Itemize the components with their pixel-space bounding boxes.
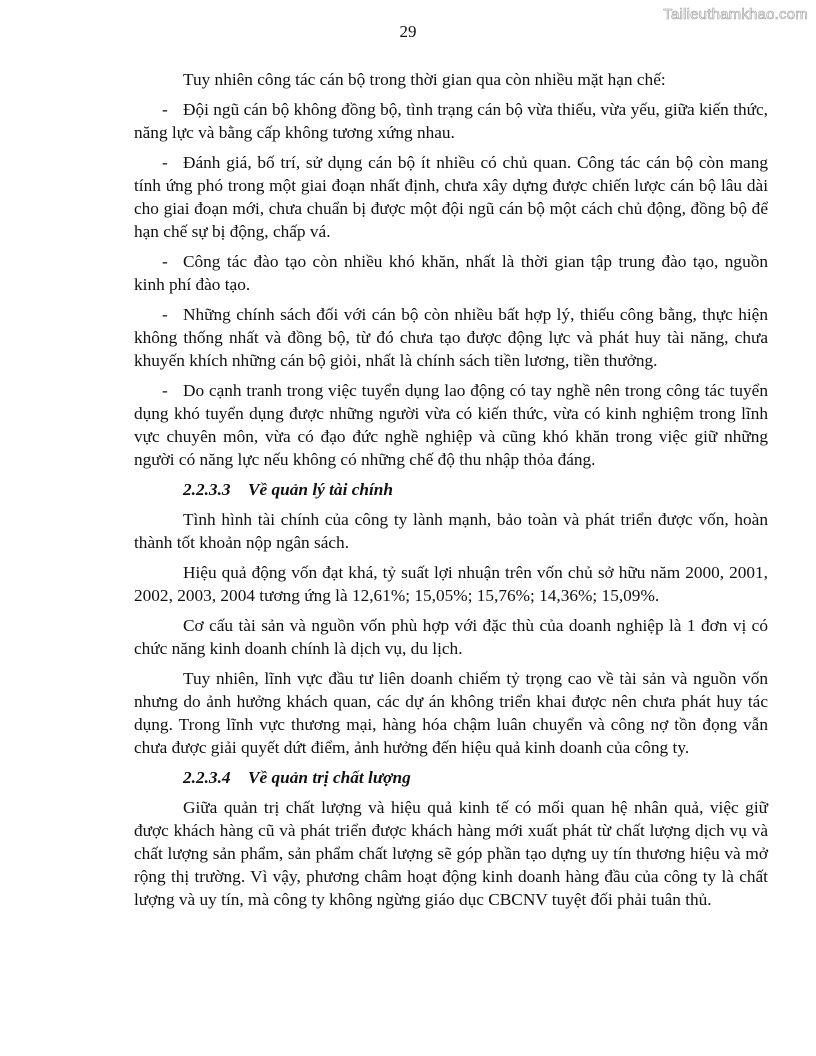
paragraph: Giữa quản trị chất lượng và hiệu quả kinh tế có mối quan hệ nhân quả, việc giữ được khách hàng cũ và phát triển được khách hàng mới xuất phát từ chất lượng dịch vụ và chất lượng sản phẩm, sản phẩm chất lượng sẽ góp phần tạo dựng uy tín thương hiệu và mở rộng thị trường. Vì vậy, phương châm hoạt động kinh doanh hàng đầu của công ty là chất lượng và uy tín, mà công ty không ngừng giáo dục CBCNV tuyệt đối phải tuân thủ. xyxy=(134,798,768,909)
section-number: 2.2.3.3 xyxy=(183,480,231,499)
intro-paragraph: Tuy nhiên công tác cán bộ trong thời gian qua còn nhiều mặt hạn chế: xyxy=(183,70,666,89)
watermark: Tailieuthamkhao.com xyxy=(663,6,808,23)
bullet-dash: - xyxy=(162,153,168,172)
section-heading-finance xyxy=(134,478,768,501)
bullet-text: Công tác đào tạo còn nhiều khó khăn, nhất là thời gian tập trung đào tạo, nguồn kinh phí đào tạo. xyxy=(134,252,768,294)
paragraph: Cơ cấu tài sản và nguồn vốn phù hợp với đặc thù của doanh nghiệp là 1 đơn vị có chức năng kinh doanh chính là dịch vụ, du lịch. xyxy=(134,616,768,658)
bullet-dash: - xyxy=(162,100,168,119)
paragraph: Tuy nhiên, lĩnh vực đầu tư liên doanh chiếm tỷ trọng cao về tài sản và nguồn vốn nhưng do ảnh hưởng khách quan, các dự án không triển khai được nên chưa phát huy tác dụng. Trong lĩnh vực thương mại, hàng hóa chậm luân chuyển và công nợ tồn đọng vẫn chưa được giải quyết dứt điểm, ảnh hưởng đến hiệu quả kinh doanh của công ty. xyxy=(134,669,768,757)
bullet-text: Do cạnh tranh trong việc tuyển dụng lao động có tay nghề nên trong công tác tuyển dụng khó tuyển dụng được những người vừa có kiến thức, vừa có kinh nghiệm trong lĩnh vực chuyên môn, vừa có đạo đức nghề nghiệp và cũng khó khăn trong việc giữ những người có năng lực nếu không có những chế độ thu nhập thỏa đáng. xyxy=(134,381,768,469)
bullet-item xyxy=(134,250,768,296)
bullet-text: Những chính sách đối với cán bộ còn nhiều bất hợp lý, thiếu công bằng, thực hiện không thống nhất và đồng bộ, từ đó chưa tạo được động lực và phát huy tài năng, chưa khuyến khích những cán bộ giỏi, nhất là chính sách tiền lương, tiền thưởng. xyxy=(134,305,768,370)
section-title: Về quản lý tài chính xyxy=(248,480,394,499)
paragraph: Tình hình tài chính của công ty lành mạnh, bảo toàn và phát triển được vốn, hoàn thành tốt khoản nộp ngân sách. xyxy=(134,510,768,552)
section-number: 2.2.3.4 xyxy=(183,768,231,787)
bullet-text: Đánh giá, bố trí, sử dụng cán bộ ít nhiều có chủ quan. Công tác cán bộ còn mang tính ứng phó trong một giai đoạn nhất định, chưa xây dựng được chiến lược cán bộ lâu dài cho giai đoạn mới, chưa chuẩn bị được một đội ngũ cán bộ một cách chủ động, đồng bộ để hạn chế sự bị động, chấp vá. xyxy=(134,153,768,241)
bullet-item xyxy=(134,151,768,243)
bullet-text: Đội ngũ cán bộ không đồng bộ, tình trạng cán bộ vừa thiếu, vừa yếu, giữa kiến thức, năng lực và bằng cấp không tương xứng nhau. xyxy=(134,100,768,142)
bullet-item xyxy=(134,379,768,471)
page-number: 29 xyxy=(399,22,417,41)
bullet-dash: - xyxy=(162,305,168,324)
paragraph: Hiệu quả động vốn đạt khá, tỷ suất lợi nhuận trên vốn chủ sở hữu năm 2000, 2001, 2002, 2003, 2004 tương ứng là 12,61%; 15,05%; 15,76%; 14,36%; 15,09%. xyxy=(134,563,768,605)
section-heading-quality xyxy=(134,766,768,789)
bullet-dash: - xyxy=(162,252,168,271)
section-title: Về quản trị chất lượng xyxy=(248,768,411,787)
bullet-item xyxy=(134,303,768,372)
bullet-item xyxy=(134,98,768,144)
bullet-dash: - xyxy=(162,381,168,400)
document-body xyxy=(134,68,768,918)
